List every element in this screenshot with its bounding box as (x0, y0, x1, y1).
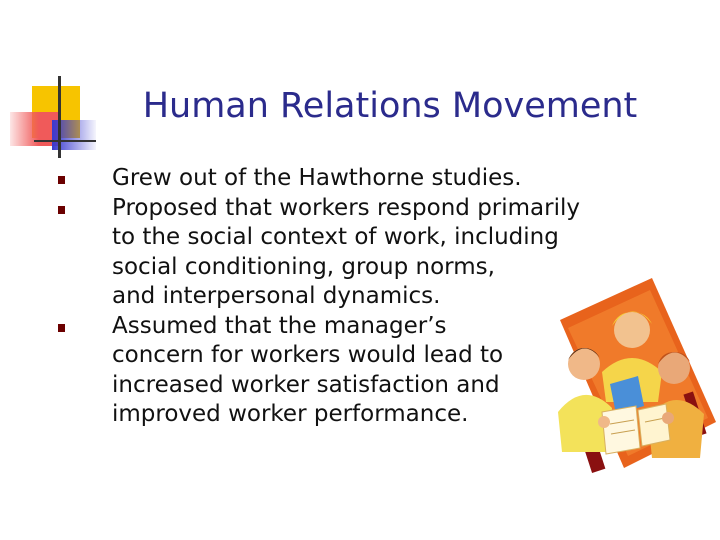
bullet-line: increased worker satisfaction and (112, 371, 500, 398)
bullet-line: social conditioning, group norms, (112, 253, 495, 280)
bullet-line: improved worker performance. (112, 401, 469, 427)
bullet-line: concern for workers would lead to (112, 342, 504, 368)
square-bullet-icon (58, 176, 65, 184)
bullet-line: and interpersonal dynamics. (112, 283, 441, 309)
bullet-line: Proposed that workers respond primarily (112, 194, 580, 221)
slide-title: Human Relations Movement (142, 86, 638, 126)
bullet-line: Grew out of the Hawthorne studies. (112, 165, 522, 191)
square-bullet-icon (58, 206, 65, 214)
bullet-line: Assumed that the manager’s (112, 312, 447, 339)
people-team-clipart (540, 272, 720, 482)
squares-logo-icon (0, 0, 100, 170)
square-bullet-icon (58, 324, 65, 332)
bullet-line: to the social context of work, including (112, 224, 559, 250)
bullet-item (56, 164, 656, 194)
